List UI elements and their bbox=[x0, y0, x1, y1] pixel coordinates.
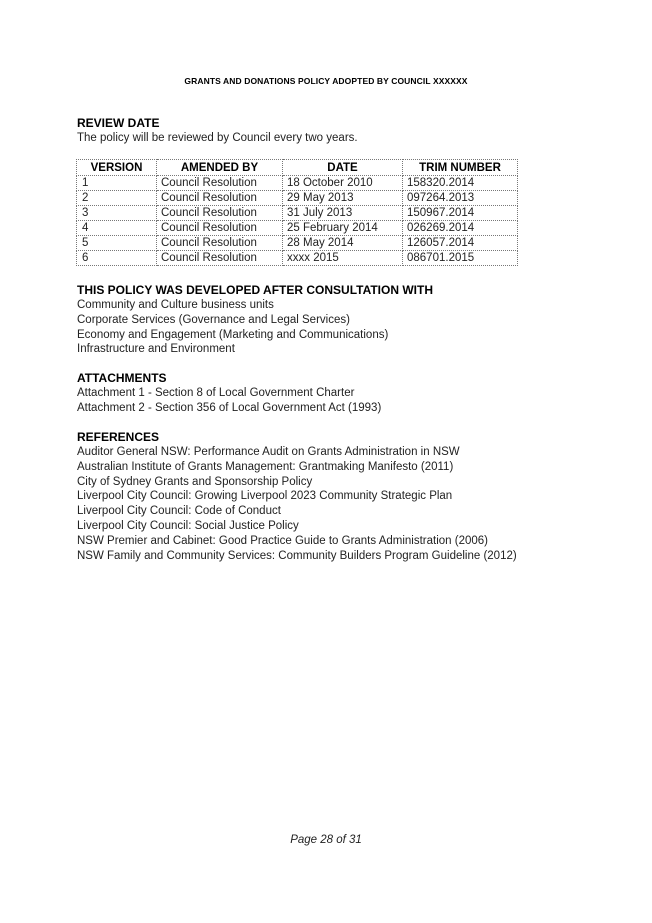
table-row bbox=[77, 221, 518, 236]
cell-amended-by: Council Resolution bbox=[157, 221, 283, 236]
review-date-heading: REVIEW DATE bbox=[77, 116, 160, 130]
page-number: Page 28 of 31 bbox=[290, 834, 362, 846]
cell-version: 5 bbox=[77, 236, 157, 251]
cell-trim-number: 097264.2013 bbox=[403, 191, 518, 206]
list-item: Auditor General NSW: Performance Audit on Grants Administration in NSW bbox=[77, 446, 460, 458]
list-item: NSW Premier and Cabinet: Good Practice Guide to Grants Administration (2006) bbox=[77, 534, 488, 547]
list-item: Infrastructure and Environment bbox=[77, 343, 235, 356]
table-row bbox=[77, 206, 518, 221]
list-item: Liverpool City Council: Growing Liverpool 2023 Community Strategic Plan bbox=[77, 490, 453, 503]
cell-amended-by: Council Resolution bbox=[157, 206, 283, 221]
cell-amended-by: Council Resolution bbox=[157, 251, 283, 266]
version-table bbox=[76, 159, 518, 266]
cell-trim-number: 026269.2014 bbox=[403, 221, 518, 236]
cell-date: xxxx 2015 bbox=[283, 251, 403, 266]
cell-amended-by: Council Resolution bbox=[157, 191, 283, 206]
list-item: Liverpool City Council: Social Justice Policy bbox=[77, 519, 299, 532]
attachments-heading: ATTACHMENTS bbox=[77, 371, 167, 385]
review-date-text: The policy will be reviewed by Council every two years. bbox=[77, 132, 358, 144]
attachments-list bbox=[77, 386, 577, 416]
table-row bbox=[77, 251, 518, 266]
cell-date: 25 February 2014 bbox=[283, 221, 403, 236]
column-header-date: DATE bbox=[283, 160, 403, 176]
review-date-section bbox=[77, 116, 577, 146]
list-item: Liverpool City Council: Code of Conduct bbox=[77, 505, 281, 518]
cell-trim-number: 150967.2014 bbox=[403, 206, 518, 221]
document-header: GRANTS AND DONATIONS POLICY ADOPTED BY COUNCIL XXXXXX bbox=[184, 76, 468, 86]
list-item: Economy and Engagement (Marketing and Communications) bbox=[77, 328, 389, 341]
list-item: NSW Family and Community Services: Community Builders Program Guideline (2012) bbox=[77, 549, 517, 562]
cell-date: 18 October 2010 bbox=[283, 176, 403, 191]
references-section bbox=[77, 430, 577, 563]
consultation-section bbox=[77, 283, 577, 357]
cell-trim-number: 158320.2014 bbox=[403, 176, 518, 191]
column-header-version: VERSION bbox=[77, 160, 157, 176]
column-header-trim-number: TRIM NUMBER bbox=[403, 160, 518, 176]
cell-amended-by: Council Resolution bbox=[157, 236, 283, 251]
list-item: Australian Institute of Grants Management: Grantmaking Manifesto (2011) bbox=[77, 460, 454, 473]
cell-version: 6 bbox=[77, 251, 157, 266]
table-row bbox=[77, 176, 518, 191]
consultation-list bbox=[77, 298, 577, 357]
table-row bbox=[77, 236, 518, 251]
list-item: City of Sydney Grants and Sponsorship Policy bbox=[77, 475, 313, 488]
table-row bbox=[77, 191, 518, 206]
list-item: Attachment 2 - Section 356 of Local Government Act (1993) bbox=[77, 401, 382, 414]
references-heading: REFERENCES bbox=[77, 430, 160, 444]
cell-version: 3 bbox=[77, 206, 157, 221]
cell-version: 4 bbox=[77, 221, 157, 236]
references-list bbox=[77, 445, 577, 563]
cell-amended-by: Council Resolution bbox=[157, 176, 283, 191]
consultation-heading: THIS POLICY WAS DEVELOPED AFTER CONSULTATION WITH bbox=[77, 283, 434, 297]
list-item: Attachment 1 - Section 8 of Local Government Charter bbox=[77, 387, 355, 399]
column-header-amended-by: AMENDED BY bbox=[157, 160, 283, 176]
cell-version: 1 bbox=[77, 176, 157, 191]
cell-trim-number: 126057.2014 bbox=[403, 236, 518, 251]
cell-version: 2 bbox=[77, 191, 157, 206]
cell-date: 28 May 2014 bbox=[283, 236, 403, 251]
attachments-section bbox=[77, 371, 577, 416]
list-item: Community and Culture business units bbox=[77, 299, 274, 311]
cell-trim-number: 086701.2015 bbox=[403, 251, 518, 266]
version-table-header-row bbox=[77, 160, 518, 176]
cell-date: 29 May 2013 bbox=[283, 191, 403, 206]
list-item: Corporate Services (Governance and Legal Services) bbox=[77, 313, 350, 326]
cell-date: 31 July 2013 bbox=[283, 206, 403, 221]
